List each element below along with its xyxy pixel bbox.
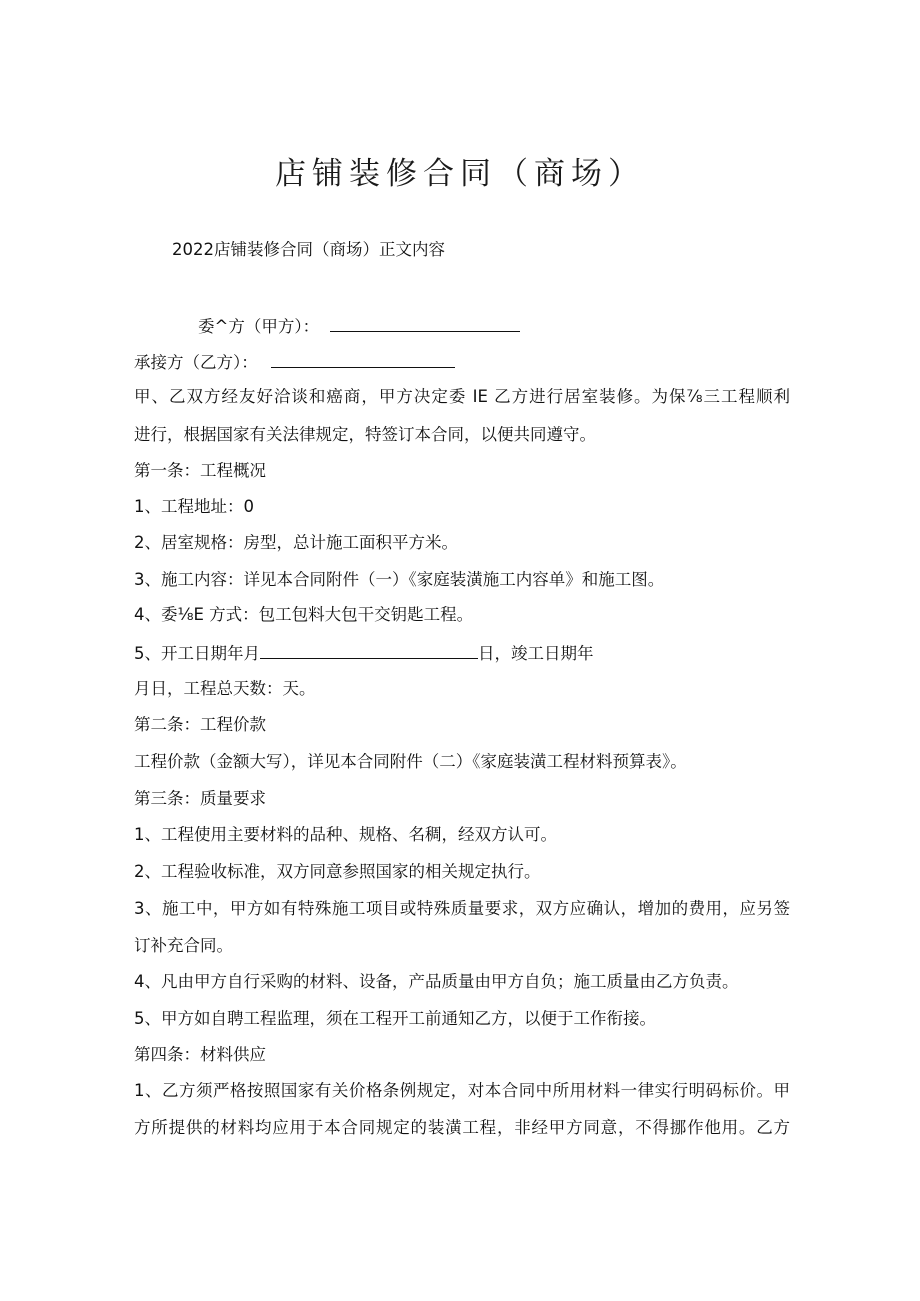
article-2-heading: 第二条：工程价款: [134, 715, 266, 734]
article-4-heading: 第四条：材料供应: [134, 1045, 266, 1064]
start-date-label: 5、开工日期年月: [134, 644, 260, 663]
article-1-heading: 第一条：工程概况: [134, 461, 266, 480]
article-1-item-5: [134, 641, 594, 665]
article-3-item-3-line-1: 3、施工中，甲方如有特殊施工项目或特殊质量要求，双方应确认，增加的费用，应另签: [134, 899, 790, 918]
start-date-blank: [260, 641, 478, 659]
intro-line-1: 甲、乙双方经友好洽谈和癌商，甲方决定委 IE 乙方进行居室装修。为保⅞三工程顺利: [134, 387, 790, 406]
article-1-item-5-cont: 月日，工程总天数：天。: [134, 679, 316, 698]
article-1-item-1: 1、工程地址：0: [134, 497, 254, 516]
party-b-label: 承接方（乙方）：: [134, 353, 258, 372]
completion-date-label: 日，竣工日期年: [478, 644, 594, 663]
article-3-item-2: 2、工程验收标准，双方同意参照国家的相关规定执行。: [134, 862, 541, 881]
article-3-heading: 第三条：质量要求: [134, 789, 266, 808]
article-1-item-4: 4、委⅛E 方式：包工包料大包干交钥匙工程。: [134, 605, 474, 624]
article-4-item-1-line-2: 方所提供的材料均应用于本合同规定的装潢工程，非经甲方同意，不得挪作他用。乙方: [134, 1118, 790, 1137]
intro-line-2: 进行，根据国家有关法律规定，特签订本合同，以便共同遵守。: [134, 425, 596, 444]
party-b-line: [134, 350, 455, 374]
article-3-item-3-line-2: 订补充合同。: [134, 936, 233, 955]
document-title: 店铺装修合同（商场）: [275, 156, 645, 192]
article-2-text: 工程价款（金额大写），详见本合同附件（二）《家庭装潢工程材料预算表》。: [134, 752, 687, 771]
party-a-line: [198, 314, 520, 338]
article-1-item-3: 3、施工内容：详见本合同附件（一）《家庭装潢施工内容单》和施工图。: [134, 570, 665, 589]
article-3-item-1: 1、工程使用主要材料的品种、规格、名稠，经双方认可。: [134, 825, 557, 844]
article-1-item-2: 2、居室规格：房型，总计施工面积平方米。: [134, 533, 458, 552]
article-3-item-5: 5、甲方如自聘工程监理，须在工程开工前通知乙方，以便于工作衔接。: [134, 1009, 656, 1028]
article-3-item-4: 4、凡由甲方自行采购的材料、设备，产品质量由甲方自负；施工质量由乙方负责。: [134, 972, 739, 991]
party-a-label: 委^方（甲方）：: [198, 317, 320, 336]
document-subtitle: 2022店铺装修合同（商场）正文内容: [172, 240, 445, 259]
article-4-item-1-line-1: 1、乙方须严格按照国家有关价格条例规定，对本合同中所用材料一律实行明码标价。甲: [134, 1081, 790, 1100]
party-a-blank: [330, 314, 520, 332]
party-b-blank: [271, 350, 455, 368]
